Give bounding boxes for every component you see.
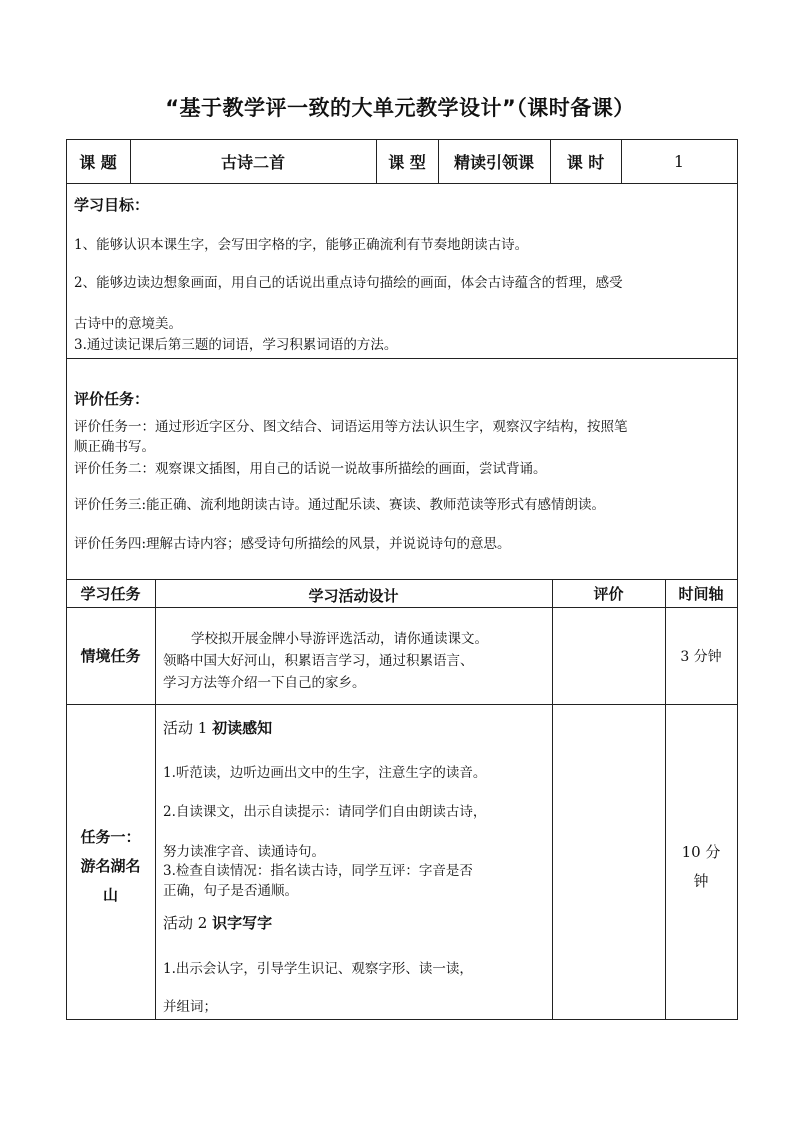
task-one-line: 游名湖名 <box>80 857 141 875</box>
table-border-right <box>737 139 738 1020</box>
objectives-heading: 学习目标： <box>74 196 150 214</box>
table-border-bottom <box>66 1019 738 1020</box>
activity-1-item: 2.自读课文，出示自读提示：请同学们自由朗读古诗， <box>163 804 487 820</box>
task-one-line: 山 <box>102 886 118 904</box>
evaluation-heading: 评价任务： <box>74 390 150 408</box>
task-one-line: 任务一： <box>80 828 141 846</box>
scenario-task-label: 情境任务 <box>80 647 141 665</box>
evaluation-item: 评价任务二：观察课文插图，用自己的话说一说故事所描绘的画面，尝试背诵。 <box>74 461 547 477</box>
scenario-task-description <box>163 628 548 694</box>
activity-2-title: 识字写字 <box>212 914 273 932</box>
evaluation-item: 顺正确书写。 <box>74 439 155 455</box>
evaluation-item: 评价任务四:理解古诗内容；感受诗句所描绘的风景，并说说诗句的意思。 <box>74 536 511 552</box>
task-one-time-line: 钟 <box>693 872 709 890</box>
topic-value: 古诗二首 <box>220 152 285 172</box>
activity-2-item: 1.出示会认字，引导学生识记、观察字形、读一读， <box>163 961 473 977</box>
evaluation-item: 评价任务三:能正确、流利地朗读古诗。通过配乐读、赛读、教师范读等形式有感情朗读。 <box>74 497 606 513</box>
activity-1-heading <box>163 717 272 739</box>
task-one-time-line: 10 分 <box>681 843 721 861</box>
activity-1-item: 正确，句子是否通顺。 <box>163 883 298 899</box>
type-label: 课 型 <box>388 152 426 172</box>
objective-item: 3.通过读记课后第三题的词语，学习积累词语的方法。 <box>74 337 398 353</box>
document-title: “基于教学评一致的大单元教学设计”（课时备课） <box>165 96 635 120</box>
activity-2-prefix: 活动 2 <box>163 914 213 932</box>
column-divider <box>552 579 553 1019</box>
period-value: 1 <box>673 151 685 171</box>
objective-item: 2、能够边读边想象画面，用自己的话说出重点诗句描绘的画面，体会古诗蕴含的哲理，感受 <box>74 275 623 291</box>
design-column-header: 学习活动设计 <box>308 586 399 605</box>
activity-1-item: 努力读准字音、读通诗句。 <box>163 844 325 860</box>
activity-1-title: 初读感知 <box>212 719 273 737</box>
time-column-header: 时间轴 <box>678 584 724 603</box>
scenario-line: 学校拟开展金牌小导游评选活动，请你通读课文。 <box>191 631 488 647</box>
type-value: 精读引领课 <box>453 152 534 172</box>
scenario-time: 3 分钟 <box>680 648 722 665</box>
column-divider <box>155 579 156 1019</box>
activity-2-heading <box>163 912 272 934</box>
lesson-plan-table <box>66 139 738 1020</box>
activity-2-item: 并组词； <box>163 999 217 1015</box>
task-column-header: 学习任务 <box>80 584 141 603</box>
topic-label: 课 题 <box>79 152 117 172</box>
row-divider <box>66 704 738 705</box>
task-one-label <box>66 823 155 910</box>
row-divider <box>66 358 738 359</box>
objective-item: 古诗中的意境美。 <box>74 316 182 332</box>
activity-1-item: 1.听范读，边听边画出文中的生字，注意生字的读音。 <box>163 765 487 781</box>
scenario-line: 学习方法等介绍一下自己的家乡。 <box>163 675 366 691</box>
activity-1-prefix: 活动 1 <box>163 719 213 737</box>
scenario-line: 领略中国大好河山，积累语言学习，通过积累语言、 <box>163 653 474 669</box>
evaluation-item: 评价任务一：通过形近字区分、图文结合、词语运用等方法认识生字，观察汉字结构，按照笔 <box>74 419 628 435</box>
assess-column-header: 评价 <box>593 584 624 603</box>
period-label: 课 时 <box>566 152 605 172</box>
task-one-time <box>665 838 737 896</box>
objective-item: 1、能够认识本课生字，会写田字格的字，能够正确流利有节奏地朗读古诗。 <box>74 237 529 253</box>
row-divider <box>66 183 738 184</box>
activity-1-item: 3.检查自读情况：指名读古诗，同学互评：字音是否 <box>163 863 473 879</box>
